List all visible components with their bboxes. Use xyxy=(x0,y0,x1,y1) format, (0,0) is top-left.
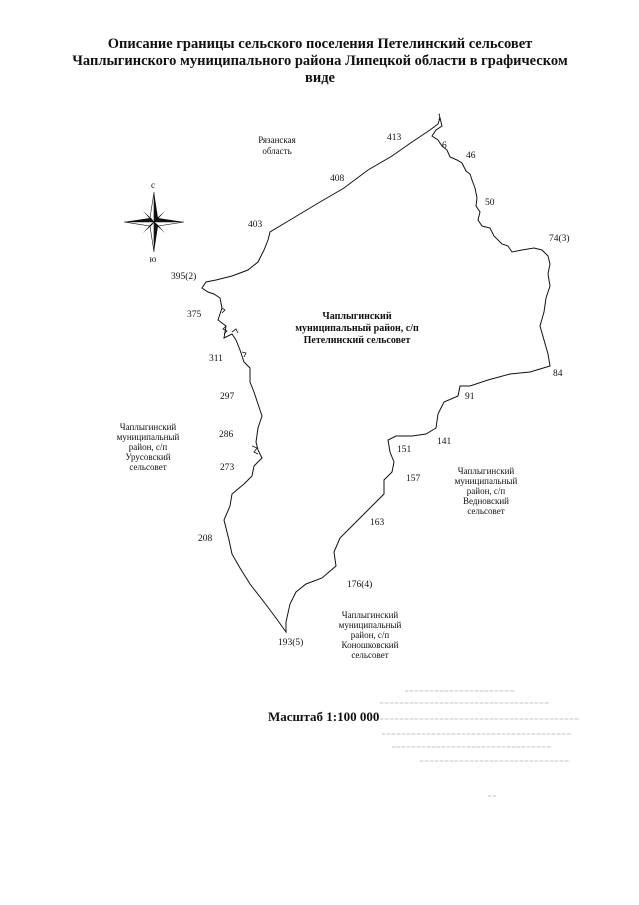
point-label: 375 xyxy=(187,310,202,320)
region-label-urusovsky xyxy=(117,422,180,472)
point-labels xyxy=(171,113,570,648)
region-urusovsky-line-1: Чаплыгинский xyxy=(119,422,177,432)
scale-label: Масштаб 1:100 000 xyxy=(268,709,380,724)
region-urusovsky-line-3: район, с/п xyxy=(128,442,168,452)
region-main-line-3: Петелинский сельсовет xyxy=(303,335,411,346)
point-label: 403 xyxy=(248,220,263,230)
point-label: 163 xyxy=(370,518,385,528)
point-label: 311 xyxy=(209,354,223,364)
point-label: 50 xyxy=(485,198,495,208)
region-label-konoshkovsky xyxy=(339,610,402,660)
region-konoshkovsky-line-4: Коношковский xyxy=(341,640,399,650)
region-urusovsky-line-5: сельсовет xyxy=(129,462,167,472)
region-urusovsky-line-2: муниципальный xyxy=(116,432,180,442)
point-label: 84 xyxy=(553,369,563,379)
region-ryazan-line-2: область xyxy=(262,146,292,156)
compass-rose xyxy=(124,180,184,264)
point-label: 297 xyxy=(220,392,235,402)
point-label: 286 xyxy=(219,430,234,440)
point-label: 176(4) xyxy=(347,580,373,590)
region-konoshkovsky-line-5: сельсовет xyxy=(351,650,389,660)
region-vednovsky-line-4: Ведновский xyxy=(463,496,509,506)
compass-south-label: ю xyxy=(149,254,157,264)
point-label: 273 xyxy=(220,463,235,473)
region-main-line-2: муниципальный район, с/п xyxy=(295,323,419,334)
title-line-1: Описание границы сельского поселения Петелинский сельсовет xyxy=(107,36,533,52)
region-ryazan-line-1: Рязанская xyxy=(258,135,296,145)
point-label: 141 xyxy=(437,437,452,447)
region-urusovsky-line-4: Урусовский xyxy=(125,452,171,462)
point-label: 91 xyxy=(465,392,475,402)
title-line-3: виде xyxy=(305,70,335,86)
region-label-main xyxy=(295,311,419,346)
point-label: 208 xyxy=(198,534,213,544)
point-label: 408 xyxy=(330,174,345,184)
region-vednovsky-line-2: муниципальный xyxy=(454,476,518,486)
region-konoshkovsky-line-3: район, с/п xyxy=(350,630,390,640)
point-label: 6 xyxy=(442,141,447,151)
region-konoshkovsky-line-2: муниципальный xyxy=(338,620,402,630)
region-vednovsky-line-1: Чаплыгинский xyxy=(457,466,515,476)
settlement-boundary xyxy=(202,118,550,632)
point-label: 395(2) xyxy=(171,272,197,282)
region-vednovsky-line-3: район, с/п xyxy=(466,486,506,496)
region-main-line-1: Чаплыгинский xyxy=(322,311,392,322)
point-label: 1 xyxy=(437,113,442,123)
region-vednovsky-line-5: сельсовет xyxy=(467,506,505,516)
point-label: 74(3) xyxy=(549,234,570,244)
region-konoshkovsky-line-1: Чаплыгинский xyxy=(341,610,399,620)
point-label: 46 xyxy=(466,151,476,161)
compass-north-label: с xyxy=(151,180,155,190)
point-label: 413 xyxy=(387,133,402,143)
point-label: 157 xyxy=(406,474,421,484)
region-label-ryazan xyxy=(258,135,296,156)
point-label: 151 xyxy=(397,445,412,455)
title-line-2: Чаплыгинского муниципального района Липецкой области в графическом xyxy=(72,53,568,69)
point-label: 193(5) xyxy=(278,638,304,648)
region-label-vednovsky xyxy=(455,466,518,516)
